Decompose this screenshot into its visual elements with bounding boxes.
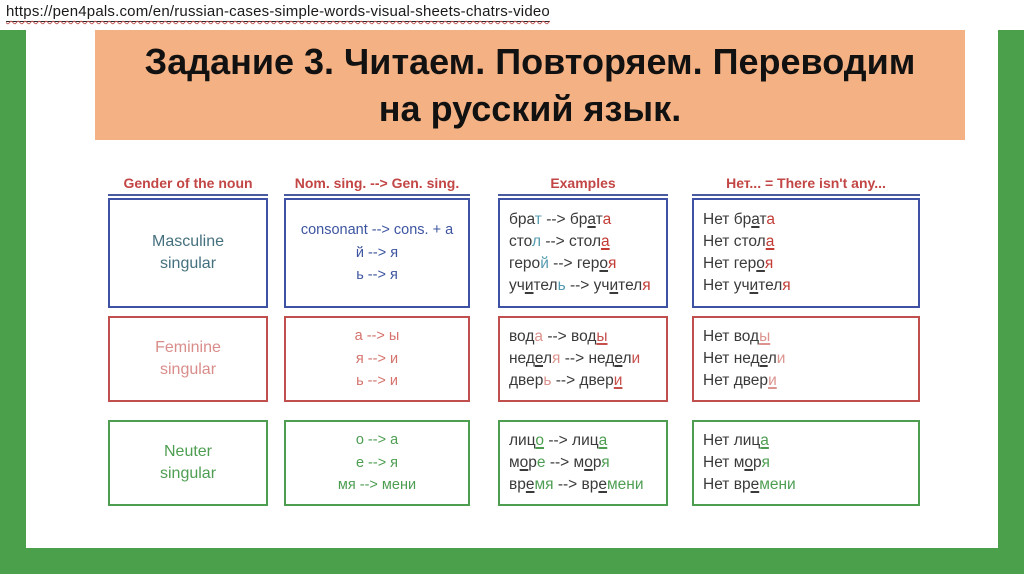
negation-line: Нет воды [703,328,771,345]
neuter-gender-box [108,420,268,506]
header-examples: Examples [498,175,668,196]
feminine-rules-box [284,316,470,402]
example-line: учитель --> учителя [509,277,651,294]
slide-title-line2: на русский язык. [378,88,682,129]
negation-line: Нет недели [703,350,786,367]
grammar-table [108,170,920,506]
slide-frame-bottom [0,548,1024,574]
rule-line: ь --> я [356,267,398,284]
gender-label-line: singular [159,361,217,378]
slide-frame-right [998,30,1024,574]
rule-line: consonant --> cons. + a [300,222,454,239]
masculine-negation-box [692,198,920,308]
example-line: неделя --> недели [509,350,641,367]
example-line: море --> моря [509,454,610,471]
negation-line: Нет лица [703,432,769,449]
masculine-gender-box [108,198,268,308]
page-url-link[interactable]: https://pen4pals.com/en/russian-cases-simple-words-visual-sheets-chatrs-video [6,3,550,20]
example-line: лицо --> лица [509,432,608,449]
feminine-negation-box [692,316,920,402]
example-line: вода --> воды [509,328,608,345]
neuter-examples-box [498,420,668,506]
gender-label-line: singular [159,255,217,272]
negation-line: Нет моря [703,454,770,471]
negation-line: Нет двери [703,372,777,389]
feminine-examples-box [498,316,668,402]
neuter-rules-box [284,420,470,506]
rule-line: я --> и [355,350,399,367]
rule-line: а --> ы [354,328,400,345]
negation-line: Нет героя [703,255,774,272]
example-line: стол --> стола [509,233,610,250]
rule-line: мя --> мени [337,477,417,494]
slide-frame-left [0,30,26,574]
negation-line: Нет стола [703,233,775,250]
slide-title-line1: Задание 3. Читаем. Повторяем. Переводим [144,41,916,82]
rule-line: й --> я [355,244,399,261]
header-gender: Gender of the noun [108,175,268,196]
rule-line: ь --> и [356,373,398,390]
gender-label-line: Masculine [151,232,225,250]
gender-label-line: Feminine [155,338,221,356]
header-negation: Нет... = There isn't any... [692,175,920,196]
example-line: герой --> героя [509,255,617,272]
negation-line: Нет времени [703,476,796,493]
negation-line: Нет учителя [703,277,791,294]
neuter-negation-box [692,420,920,506]
example-line: дверь --> двери [509,372,623,389]
rule-line: о --> а [355,432,399,449]
example-line: брат --> брата [509,211,612,228]
gender-label-line: singular [159,465,217,482]
masculine-rules-box [284,198,470,308]
header-rule: Nom. sing. --> Gen. sing. [284,175,470,196]
negation-line: Нет брата [703,211,776,228]
masculine-examples-box [498,198,668,308]
example-line: время --> времени [509,476,644,493]
title-banner [95,30,965,140]
feminine-gender-box [108,316,268,402]
gender-label-line: Neuter [163,442,213,460]
rule-line: е --> я [355,454,399,471]
